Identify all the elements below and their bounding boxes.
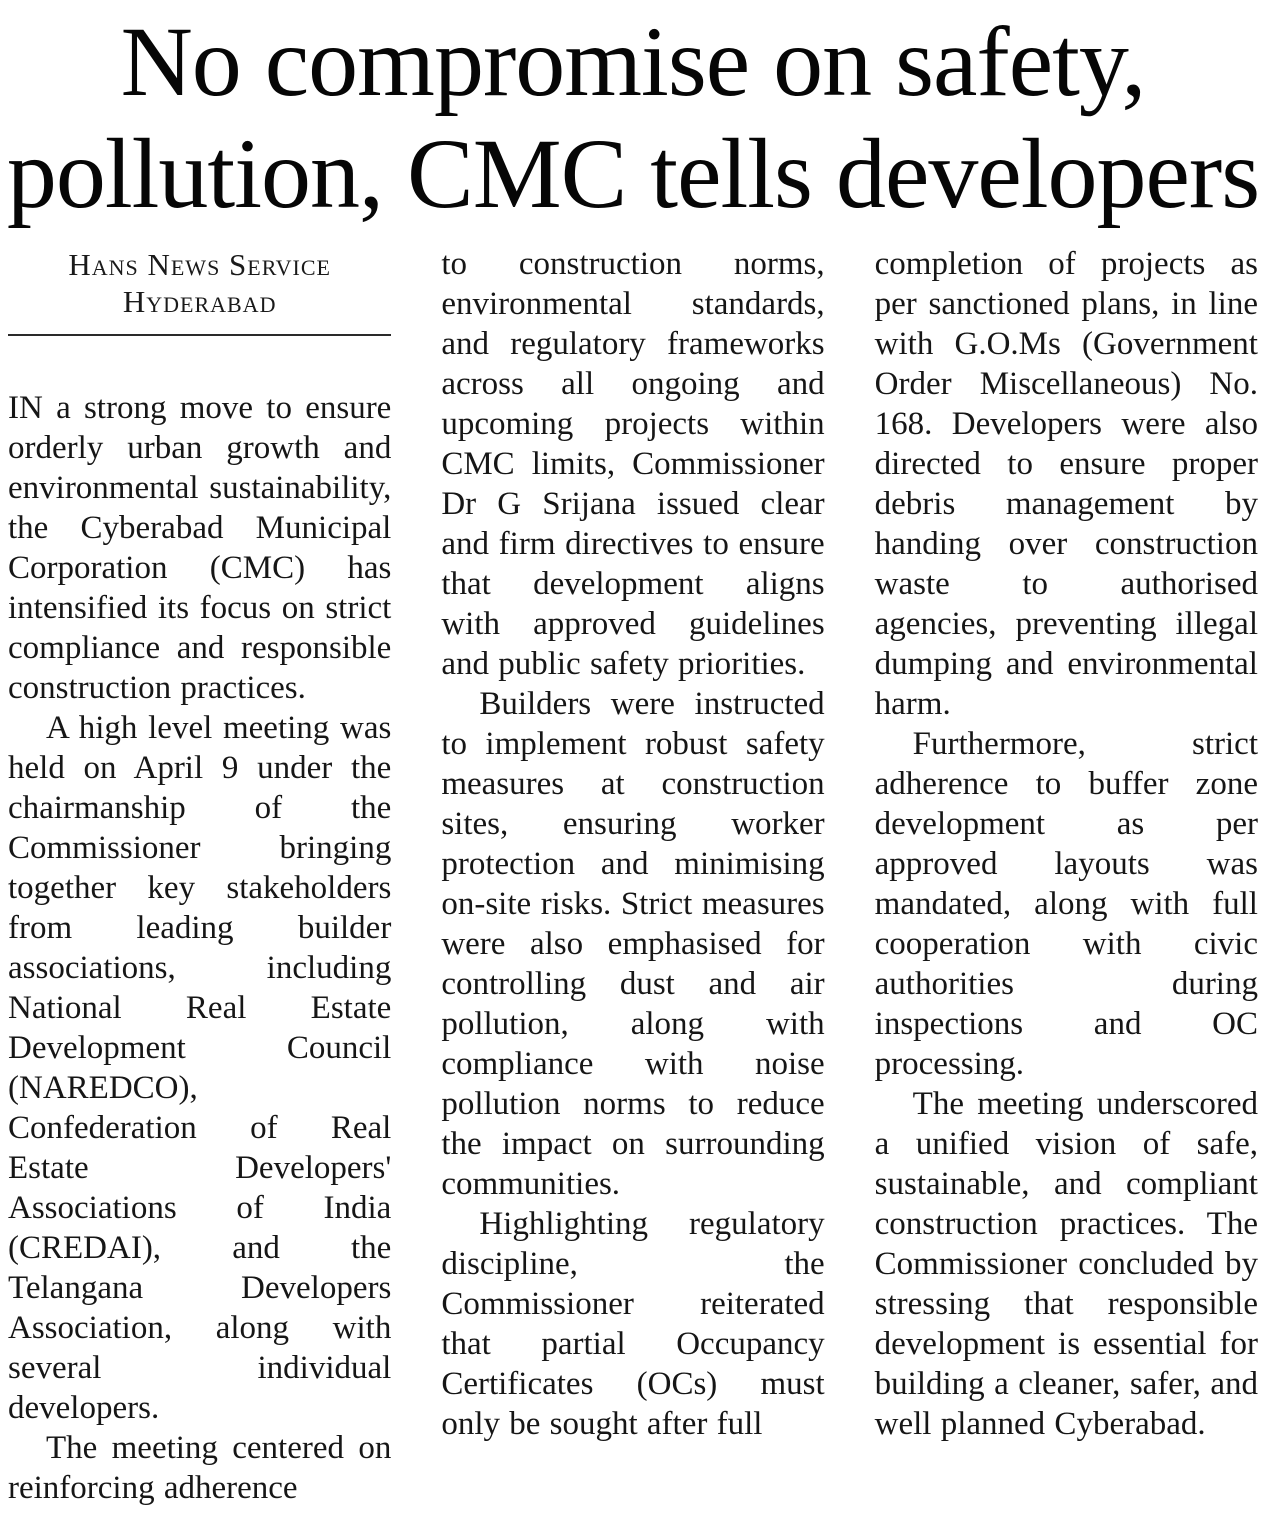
byline bbox=[8, 244, 391, 320]
paragraph: Highlighting regulatory discipline, the Commissioner reiterated that partial Occupancy Certificates (OCs) must only be sought after full bbox=[441, 1206, 825, 1442]
article-column bbox=[8, 244, 391, 1508]
article-column bbox=[875, 244, 1258, 1508]
article-headline bbox=[0, 6, 1266, 230]
column-body bbox=[875, 244, 1258, 1444]
paragraph: to construction norms, environmental standards, and regulatory frameworks across all ongoing and upcoming projects within CMC limits, Commissioner Dr G Srijana issued clear and firm directives to ensure that development aligns with approved guidelines and public safety priorities. bbox=[441, 246, 825, 682]
headline-line-2: pollution, CMC tells developers bbox=[6, 118, 1260, 229]
article-column bbox=[441, 244, 824, 1508]
paragraph: Furthermore, strict adherence to buffer zone development as per approved layouts was mandated, along with full cooperation with civic authorities during inspections and OC processing. bbox=[874, 726, 1258, 1082]
paragraph: completion of projects as per sanctioned plans, in line with G.O.Ms (Government Order Miscellaneous) No. 168. Developers were also directed to ensure proper debris management by handing over construction waste to authorised agencies, preventing illegal dumping and environmental harm. bbox=[874, 246, 1258, 722]
paragraph: Builders were instructed to implement robust safety measures at construction sites, ensuring worker protection and minimising on-site risks. Strict measures were also emphasised for controlling dust and air pollution, along with compliance with noise pollution norms to reduce the impact on surrounding communities. bbox=[441, 686, 825, 1202]
byline-agency: Hans News Service bbox=[68, 247, 331, 282]
paragraph: IN a strong move to ensure orderly urban growth and environmental sustainability, the Cyberabad Municipal Corporation (CMC) has intensified its focus on strict compliance and responsible construction practices. bbox=[8, 390, 392, 706]
column-body bbox=[8, 336, 391, 1508]
byline-city: Hyderabad bbox=[122, 284, 277, 319]
paragraph: The meeting underscored a unified vision of safe, sustainable, and compliant construction practices. The Commissioner concluded by stressing that responsible development is essential for building a cleaner, safer, and well planned Cyberabad. bbox=[874, 1086, 1258, 1442]
paragraph: A high level meeting was held on April 9 under the chairmanship of the Commissioner bringing together key stakeholders from leading builder associations, including National Real Estate Development Council (NAREDCO), Confederation of Real Estate Developers' Associations of India (CREDAI), and the Telangana Developers Association, along with several individual developers. bbox=[8, 710, 392, 1426]
paragraph: The meeting centered on reinforcing adherence bbox=[8, 1430, 392, 1506]
headline-line-1: No compromise on safety, bbox=[120, 6, 1146, 117]
article-columns bbox=[0, 230, 1266, 1508]
column-body bbox=[441, 244, 824, 1444]
